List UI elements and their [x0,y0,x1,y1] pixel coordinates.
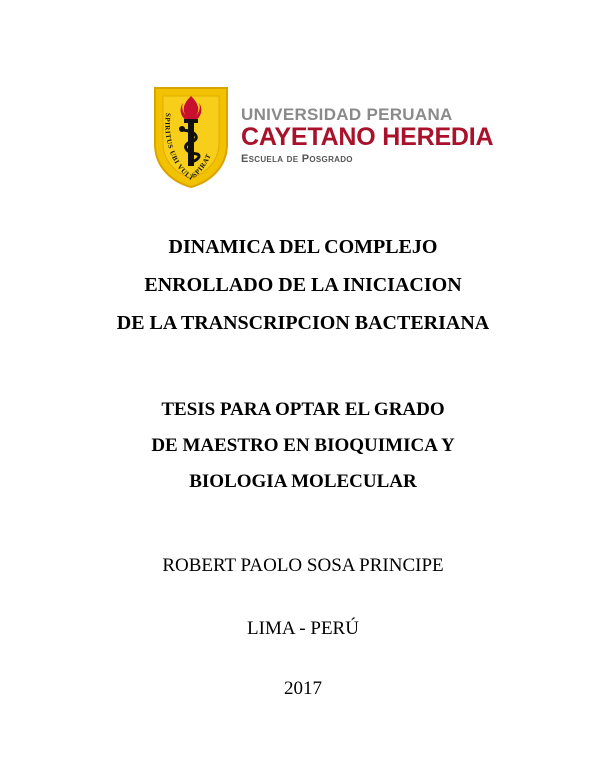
thesis-title-line: DINAMICA DEL COMPLEJO [168,236,438,258]
thesis-title [0,228,606,342]
logo-motto: SPIRITUS UBI VULT SPIRAT [163,112,213,183]
author-name: ROBERT PAOLO SOSA PRINCIPE [162,555,444,576]
degree-statement-line: TESIS PARA OPTAR EL GRADO [161,399,445,420]
university-name-line2: CAYETANO HEREDIA [241,123,494,151]
school-name: Escuela de Posgrado [241,153,353,165]
university-logo [153,86,493,190]
degree-statement-line: BIOLOGIA MOLECULAR [189,471,417,492]
degree-statement [0,392,606,500]
place: LIMA - PERÚ [247,618,359,639]
university-name [241,106,501,166]
degree-statement-line: DE MAESTRO EN BIOQUIMICA Y [151,435,455,456]
university-shield-icon [153,86,229,188]
thesis-title-line: ENROLLADO DE LA INICIACION [144,274,462,296]
year: 2017 [284,678,322,699]
thesis-title-line: DE LA TRANSCRIPCION BACTERIANA [116,312,490,334]
university-name-line1: UNIVERSIDAD PERUANA [241,105,453,124]
